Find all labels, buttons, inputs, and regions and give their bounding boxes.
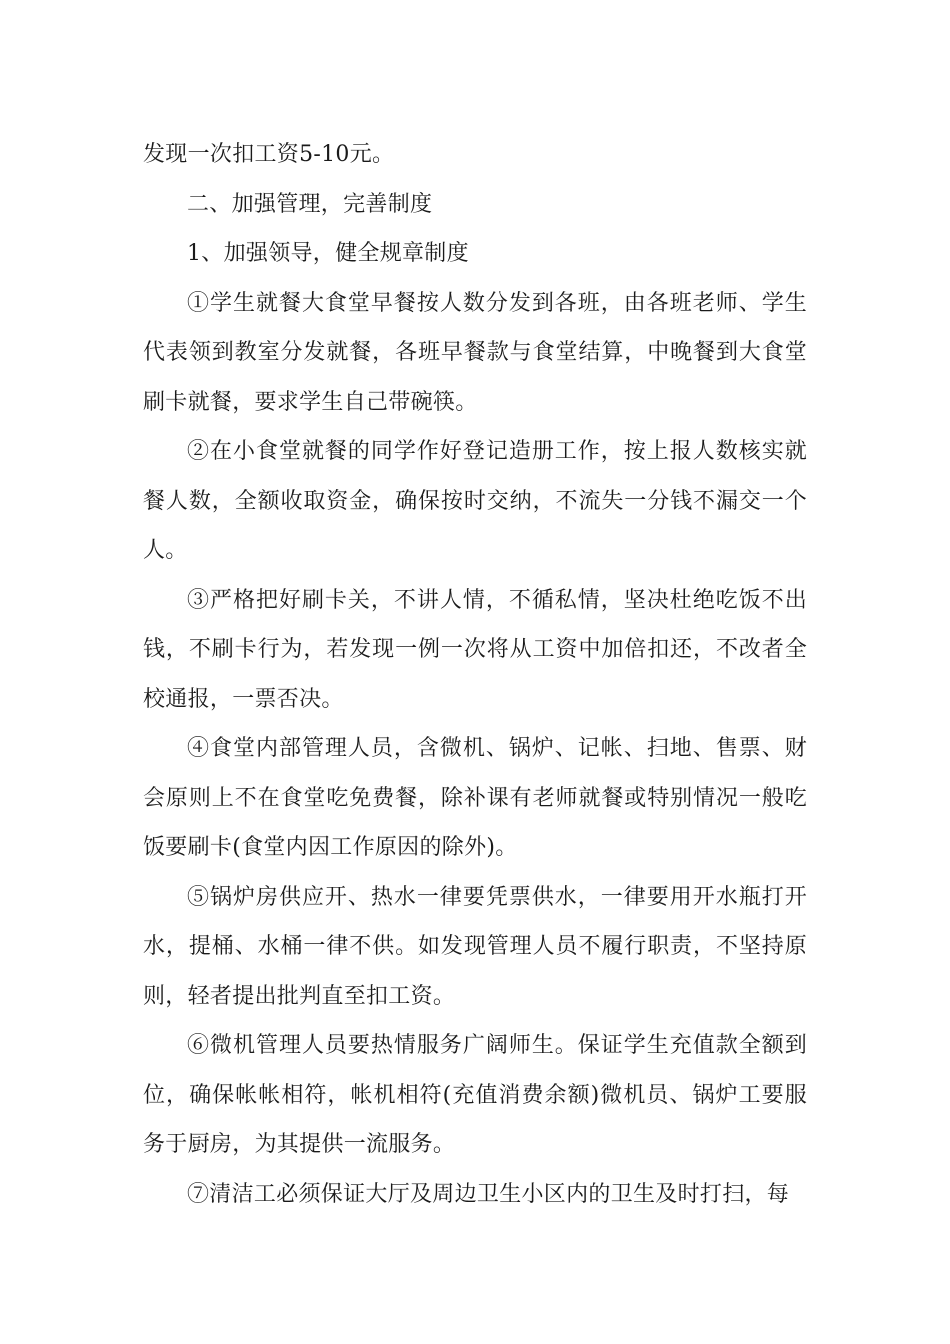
paragraph-deduction-note: 发现一次扣工资5-10元。	[143, 142, 395, 167]
paragraph-item-4: ④食堂内部管理人员，含微机、锅炉、记帐、扫地、售票、财会原则上不在食堂吃免费餐，除补课有老师就餐或特别情况一般吃饭要刷卡(食堂内因工作原因的除外)。	[143, 736, 807, 860]
subsection-heading-leadership: 1、加强领导，健全规章制度	[187, 241, 469, 266]
section-heading-management: 二、加强管理，完善制度	[187, 191, 433, 217]
paragraph-item-1: ①学生就餐大食堂早餐按人数分发到各班，由各班老师、学生代表领到教室分发就餐，各班早餐款与食堂结算，中晚餐到大食堂刷卡就餐，要求学生自己带碗筷。	[143, 290, 807, 415]
document-page	[143, 130, 807, 1219]
paragraph-item-2: ②在小食堂就餐的同学作好登记造册工作，按上报人数核实就餐人数，全额收取资金，确保按时交纳，不流失一分钱不漏交一个人。	[143, 439, 807, 563]
paragraph-item-5: ⑤锅炉房供应开、热水一律要凭票供水，一律要用开水瓶打开水，提桶、水桶一律不供。如发现管理人员不履行职责，不坚持原则，轻者提出批判直至扣工资。	[143, 884, 807, 1009]
paragraph-item-3: ③严格把好刷卡关，不讲人情，不循私情，坚决杜绝吃饭不出钱，不刷卡行为，若发现一例一次将从工资中加倍扣还，不改者全校通报，一票否决。	[143, 587, 807, 712]
paragraph-item-7: ⑦清洁工必须保证大厅及周边卫生小区内的卫生及时打扫，每	[187, 1181, 790, 1207]
paragraph-item-6: ⑥微机管理人员要热情服务广阔师生。保证学生充值款全额到位，确保帐帐相符，帐机相符(充值消费余额)微机员、锅炉工要服务于厨房，为其提供一流服务。	[143, 1033, 807, 1157]
